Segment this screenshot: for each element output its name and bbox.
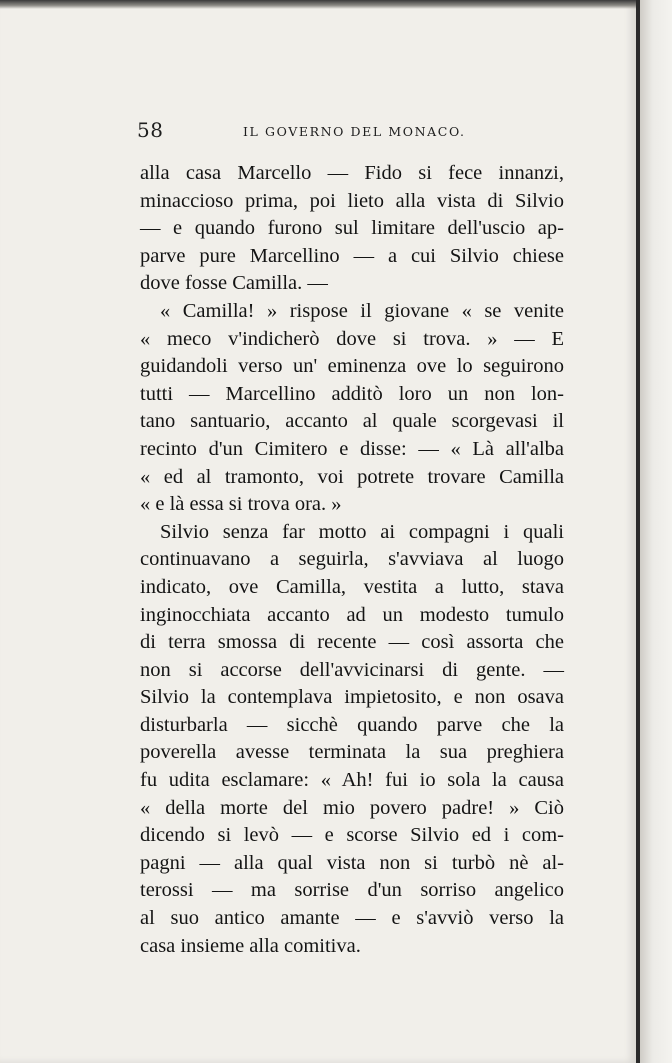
text-line: di terra smossa di recente — così assorta che: [140, 631, 564, 654]
text-line: poverella avesse terminata la sua preghiera: [140, 741, 564, 764]
text-line: « ed al tramonto, voi potrete trovare Camilla: [140, 465, 564, 488]
text-line: « e là essa si trova ora. »: [140, 493, 342, 516]
body-text: [140, 160, 564, 960]
text-line: parve pure Marcellino — a cui Silvio chiese: [140, 244, 564, 267]
text-line: indicato, ove Camilla, vestita a lutto, stava: [140, 575, 564, 598]
text-line: pagni — alla qual vista non si turbò nè al-: [140, 851, 564, 874]
text-line: dicendo si levò — e scorse Silvio ed i com-: [140, 824, 564, 847]
text-line: Silvio senza far motto ai compagni i quali: [160, 520, 564, 543]
text-line: terossi — ma sorrise d'un sorriso angelico: [140, 879, 564, 902]
text-line: « della morte del mio povero padre! » Ciò: [140, 796, 564, 819]
text-line: alla casa Marcello — Fido si fece innanzi,: [140, 162, 564, 184]
text-line: « meco v'indicherò dove si trova. » — E: [140, 327, 564, 350]
running-head: [137, 118, 477, 144]
text-line: dove fosse Camilla. —: [140, 272, 328, 295]
text-line: continuavano a seguirla, s'avviava al luogo: [140, 548, 564, 571]
text-line: tutti — Marcellino additò loro un non lon-: [140, 382, 564, 405]
text-line: casa insieme alla comitiva.: [140, 934, 361, 957]
text-line: — e quando furono sul limitare dell'uscio ap-: [140, 217, 564, 240]
page-top-edge: [0, 0, 672, 9]
text-line: al suo antico amante — e s'avviò verso la: [140, 907, 564, 930]
text-line: Silvio la contemplava impietosito, e non osava: [140, 686, 564, 709]
text-line: inginocchiata accanto ad un modesto tumulo: [140, 603, 564, 626]
text-line: fu udita esclamare: « Ah! fui io sola la causa: [140, 769, 564, 792]
text-line: « Camilla! » rispose il giovane « se venite: [160, 299, 564, 322]
running-title: IL GOVERNO DEL MONACO.: [243, 124, 466, 139]
text-line: recinto d'un Cimitero e disse: — « Là all'alba: [140, 437, 564, 460]
text-line: guidandoli verso un' eminenza ove lo seguirono: [140, 355, 564, 378]
text-line: tano santuario, accanto al quale scorgevasi il: [140, 410, 564, 433]
text-line: disturbarla — sicchè quando parve che la: [140, 713, 564, 736]
page-number: 58: [137, 118, 164, 142]
text-line: minaccioso prima, poi lieto alla vista di Silvio: [140, 189, 564, 212]
text-line: non si accorse dell'avvicinarsi di gente. —: [140, 658, 564, 681]
facing-page-edge: [640, 0, 672, 1063]
